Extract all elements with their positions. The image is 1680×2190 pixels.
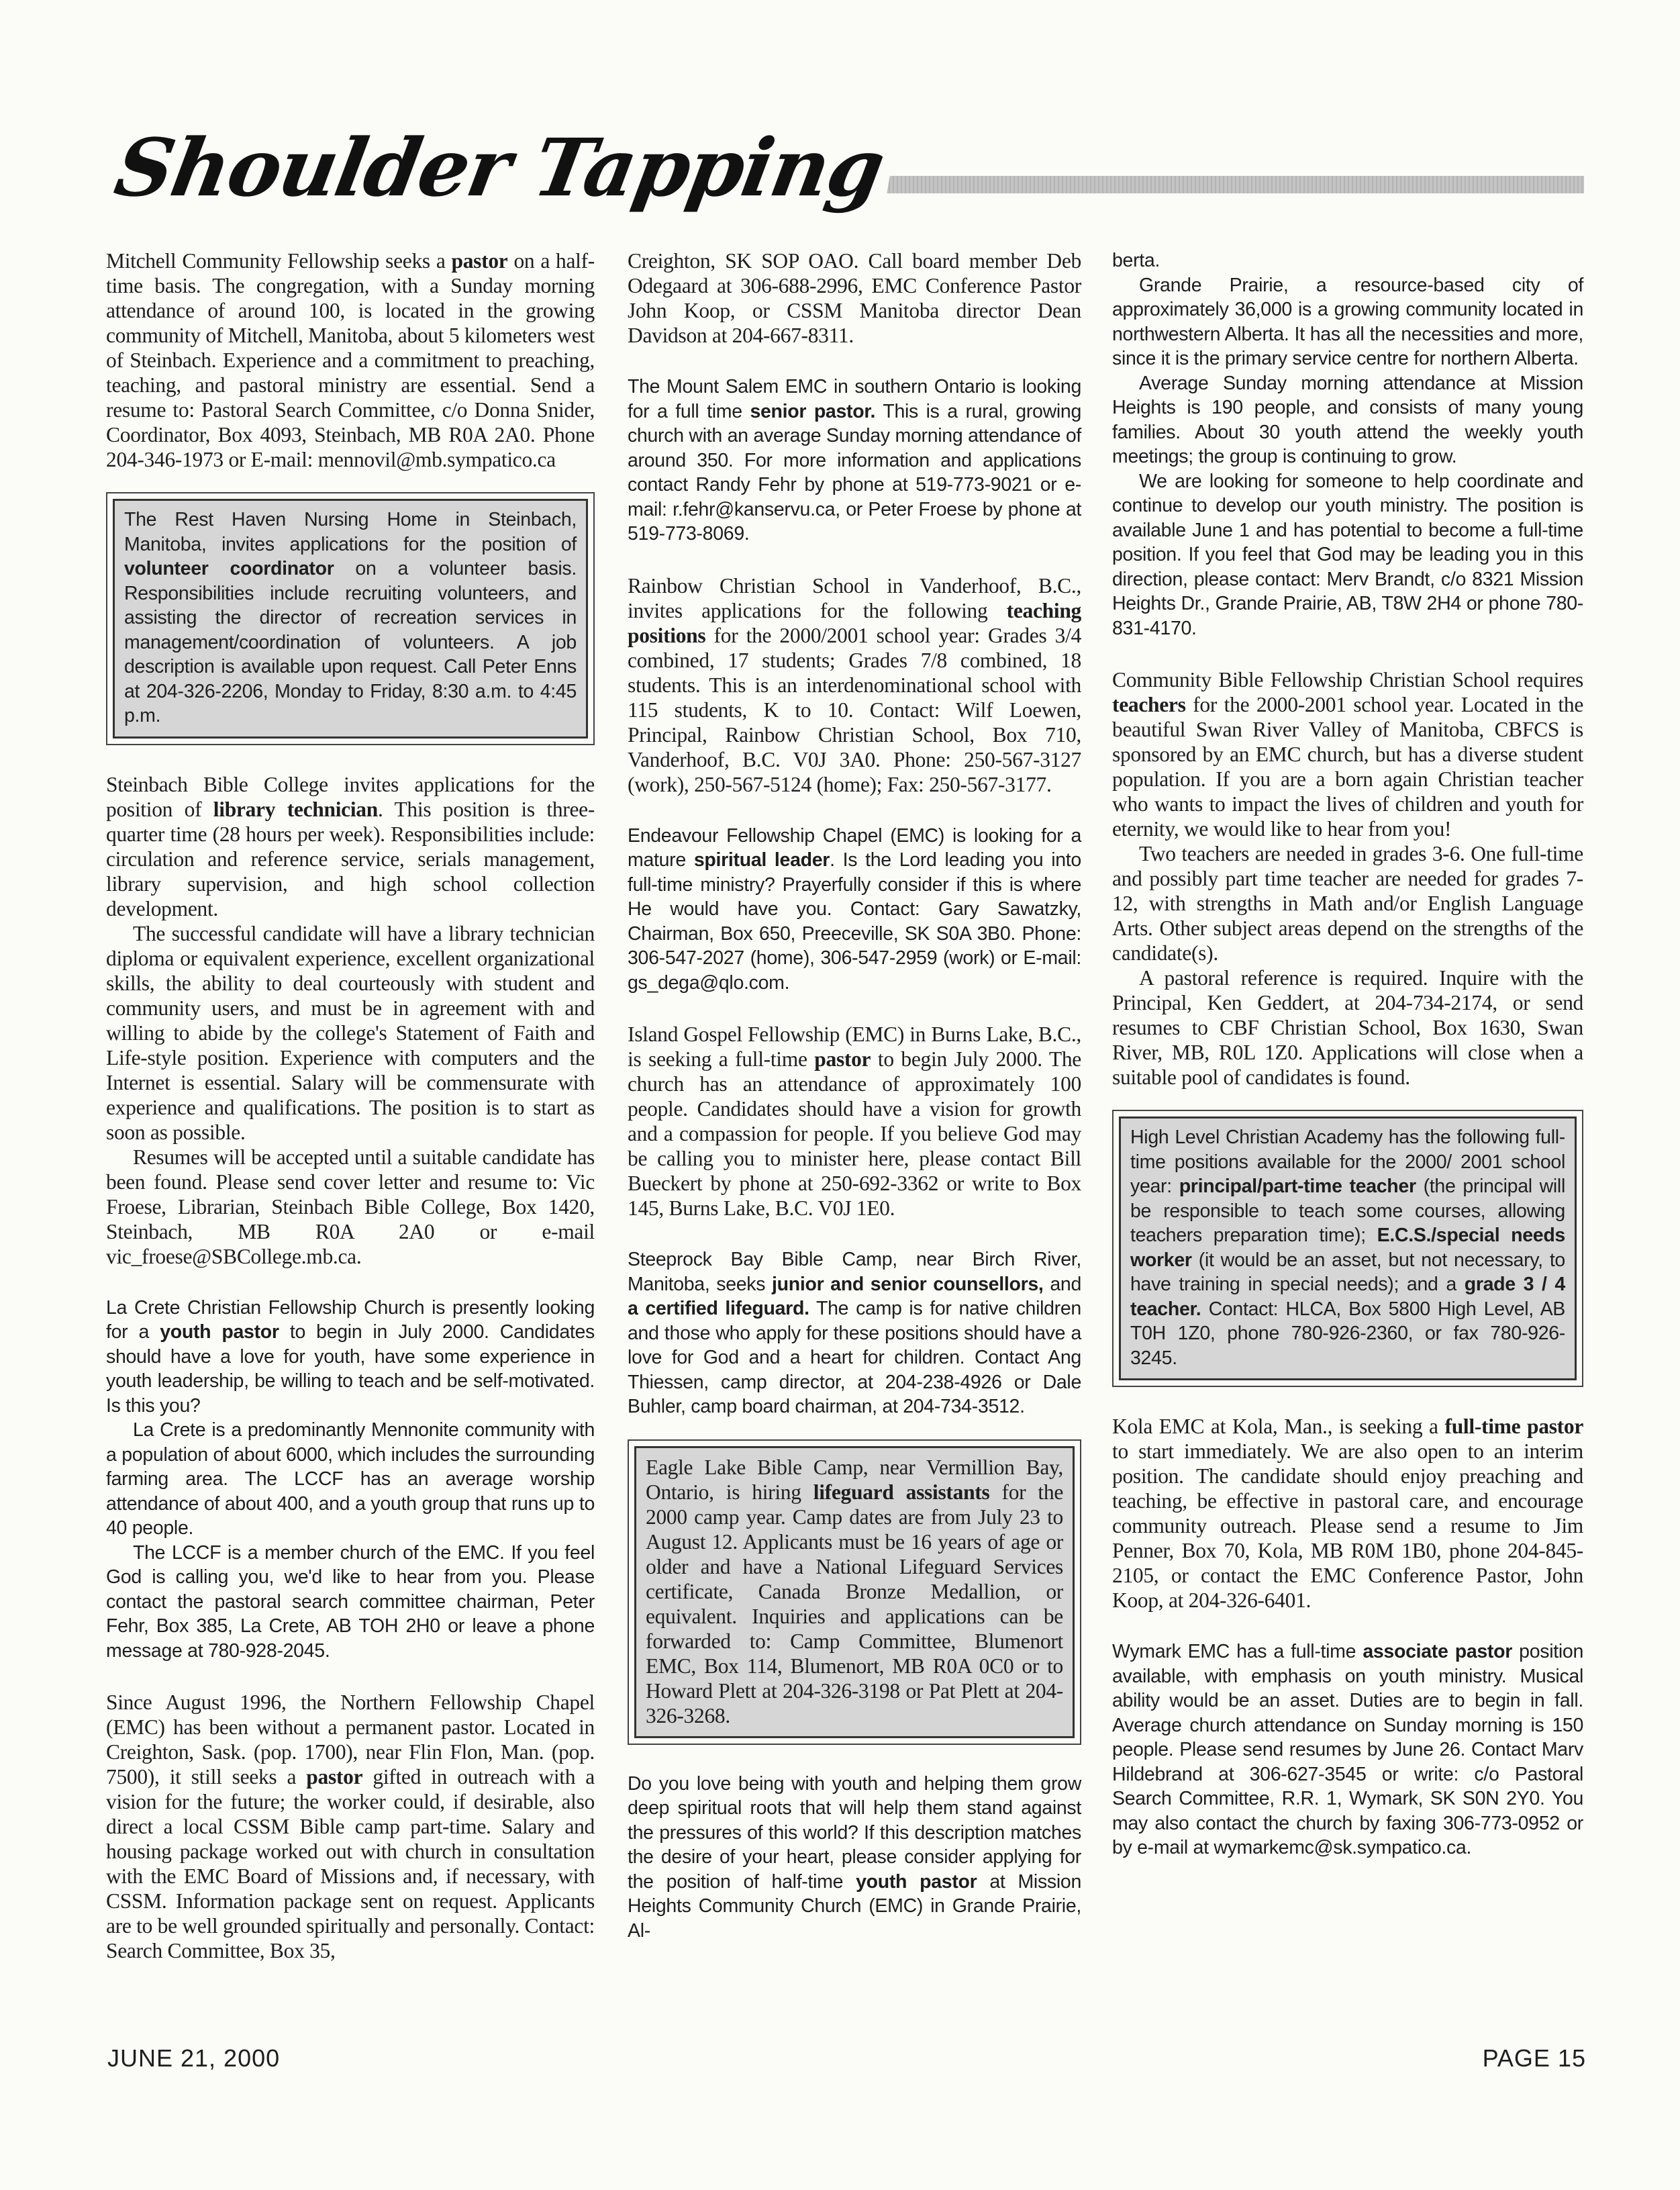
footer-date: JUNE 21, 2000 <box>107 2044 281 2072</box>
ad-la-crete: La Crete Christian Fellowship Church is presently looking for a youth pastor to begin in July 2000. Candidates should have a love for youth, have some experience in youth leadership, be willing to teach and be self-motivated. Is this you? La Crete is a predominantly Mennonite community with a population of about 6000, which includes the surrounding farming area. The LCCF has an average worship attendance of about 400, and a youth group that runs up to 40 people. The LCCF is a member church of the EMC. If you feel God is calling you, we'd like to hear from you. Please contact the pastoral search committee chairman, Peter Fehr, Box 385, La Crete, AB TOH 2H0 or leave a phone message at 780-928-2045. <box>106 1296 595 1662</box>
ad-eagle-lake: Eagle Lake Bible Camp, near Vermillion Bay, Ontario, is hiring lifeguard assistants for the 2000 camp year. Camp dates are from July 23 to August 12. Applicants must be 16 years of age or older and have a National Lifeguard Services certificate, Canada Bronze Medallion, or equivalent. Inquiries and applications can be forwarded to: Camp Committee, Blumenort EMC, Box 114, Blumenort, MB R0A 0C0 or to Howard Plett at 204-326-3198 or Pat Plett at 204-326-3268. <box>634 1446 1075 1738</box>
ad-mount-salem: The Mount Salem EMC in southern Ontario is looking for a full time senior pastor. This is a rural, growing church with an average Sunday morning attendance of around 350. For more information and applications contact Randy Fehr by phone at 519-773-9021 or e-mail: r.fehr@kanservu.ca, or Peter Froese by phone at 519-773-8069. <box>628 376 1081 544</box>
ad-mission-heights-cont: berta. Grande Prairie, a resource-based city of approximately 36,000 is a growing community located in northwestern Alberta. It has all the necessities and more, since it is the primary service centre for northern Alberta. Average Sunday morning attendance at Mission Heights is 190 people, and consists of many young families. About 30 youth attend the weekly youth meetings; the group is continuing to grow. We are looking for someone to help coordinate and continue to develop our youth ministry. The position is available June 1 and has potential to become a full-time position. If you feel that God may be leading you in this direction, please contact: Merv Brandt, c/o 8321 Mission Heights Dr., Grande Prairie, AB, T8W 2H4 or phone 780-831-4170. <box>1112 250 1583 639</box>
ad-high-level: High Level Christian Academy has the following full-time positions available for the 2000/ 2001 school year: principal/part-time teacher (the principal will be responsible to teach some courses, allowing teachers preparation time); E.C.S./special needs worker (it would be an asset, but not necessary, to have training in special needs); and a grade 3 / 4 teacher. Contact: HLCA, Box 5800 High Level, AB T0H 1Z0, phone 780-926-2360, or fax 780-926-3245. <box>1119 1116 1577 1380</box>
ad-steinbach: Steinbach Bible College invites applications for the position of library technician. This position is three-quarter time (28 hours per week). Responsibilities include: circulation and reference service, serials management, library supervision, and high school collection development. The successful candidate will have a library technician diploma or equivalent experience, excellent organizational skills, the ability to deal courteously with student and community users, and must be in agreement with and willing to abide by the college's Statement of Faith and Life-style position. Experience with computers and the Internet is essential. Salary will be commensurate with experience and qualifications. The position is to start as soon as possible. Resumes will be accepted until a suitable candidate has been found. Please send cover letter and resume to: Vic Froese, Librarian, Steinbach Bible College, Box 1420, Steinbach, MB R0A 2A0 or e-mail vic_froese@SBCollege.mb.ca. <box>106 772 595 1268</box>
ad-northern-fellowship-cont: Creighton, SK SOP OAO. Call board member Deb Odegaard at 306-688-2996, EMC Conference Pastor John Koop, or CSSM Manitoba director Dean Davidson at 204-667-8311. <box>628 249 1081 347</box>
ad-northern-fellowship: Since August 1996, the Northern Fellowship Chapel (EMC) has been without a permanent pastor. Located in Creighton, Sask. (pop. 1700), near Flin Flon, Man. (pop. 7500), it still seeks a pastor gifted in outreach with a vision for the future; the worker could, if desirable, also direct a local CSSM Bible camp part-time. Salary and housing package worked out with church in consultation with the EMC Board of Missions and, if necessary, with CSSM. Information package sent on request. Applicants are to be well grounded spiritually and personally. Contact: Search Committee, Box 35, <box>106 1691 595 1962</box>
column-3 <box>1112 248 1583 1887</box>
ad-mission-heights: Do you love being with youth and helping them grow deep spiritual roots that will help them stand against the pressures of this world? If this description matches the desire of your heart, please consider applying for the position of half-time youth pastor at Mission Heights Community Church (EMC) in Grande Prairie, Al- <box>628 1772 1081 1942</box>
column-2 <box>628 248 1081 1970</box>
ad-rainbow: Rainbow Christian School in Vanderhoof, B.C., invites applications for the following teaching positions for the 2000/2001 school year: Grades 3/4 combined, 17 students; Grades 7/8 combined, 18 students. This is an interdenominational school with 115 students, K to 10. Contact: Wilf Loewen, Principal, Rainbow Christian School, Box 710, Vanderhoof, B.C. V0J 3A0. Phone: 250-567-3127 (work), 250-567-5124 (home); Fax: 250-567-3177. <box>628 573 1081 796</box>
ad-mitchell: Mitchell Community Fellowship seeks a pastor on a half-time basis. The congregation, with a Sunday morning attendance of around 100, is located in the growing community of Mitchell, Manitoba, about 5 kilometers west of Steinbach. Experience and a commitment to preaching, teaching, and pastoral ministry are essential. Send a resume to: Pastoral Search Committee, c/o Donna Snider, Coordinator, Box 4093, Steinbach, MB R0A 2A0. Phone 204-346-1973 or E-mail: mennovil@mb.sympatico.ca <box>106 249 595 471</box>
ad-rest-haven: The Rest Haven Nursing Home in Steinbach, Manitoba, invites applications for the position of volunteer coordinator on a volunteer basis. Responsibilities include recruiting volunteers, and assisting the director of recreation services in management/coordination of volunteers. A job description is available upon request. Call Peter Enns at 204-326-2206, Monday to Friday, 8:30 a.m. to 4:45 p.m. <box>113 499 588 739</box>
ad-wymark: Wymark EMC has a full-time associate pastor position available, with emphasis on youth ministry. Musical ability would be an asset. Duties are to begin in fall. Average church attendance on Sunday morning is 150 people. Please send resumes by June 26. Contact Marv Hildebrand at 306-627-3545 or write: c/o Pastoral Search Committee, R.R. 1, Wymark, SK S0N 2Y0. You may also contact the church by faxing 306-773-0952 or by e-mail at wymarkemc@sk.sympatico.ca. <box>1112 1641 1584 1858</box>
page-title: Shoulder Tapping <box>106 121 900 214</box>
ad-island-gospel: Island Gospel Fellowship (EMC) in Burns Lake, B.C., is seeking a full-time pastor to begin July 2000. The church has an attendance of approximately 100 people. Candidates should have a vision for growth and a compassion for people. If you believe God may be calling you to minister here, please contact Bill Bueckert by phone at 250-692-3362 or write to Box 145, Burns Lake, B.C. V0J 1E0. <box>628 1022 1081 1220</box>
masthead <box>107 121 1584 222</box>
footer-page-number: PAGE 15 <box>1482 2044 1586 2072</box>
column-1 <box>106 248 595 1990</box>
ad-community-bible: Community Bible Fellowship Christian School requires teachers for the 2000-2001 school year. Located in the beautiful Swan River Valley of Manitoba, CBFCS is sponsored by an EMC church, but has a diverse student population. If you are a born again Christian teacher who wants to impact the lives of children and youth for eternity, we would like to hear from you! Two teachers are needed in grades 3-6. One full-time and possibly part time teacher are needed for grades 7-12, with strengths in Math and/or English Language Arts. Other subject areas depend on the strengths of the candidate(s). A pastoral reference is required. Inquire with the Principal, Ken Geddert, at 204-734-2174, or send resumes to CBF Christian School, Box 1630, Swan River, MB, R0L 1Z0. Applications will close when a suitable pool of candidates is found. <box>1112 668 1583 1089</box>
ad-endeavour: Endeavour Fellowship Chapel (EMC) is looking for a mature spiritual leader. Is the Lord leading you into full-time ministry? Prayerfully consider if this is where He would have you. Contact: Gary Sawatzky, Chairman, Box 650, Preeceville, SK S0A 3B0. Phone: 306-547-2027 (home), 306-547-2959 (work) or E-mail: gs_dega@qlo.com. <box>628 824 1081 994</box>
ad-steeprock: Steeprock Bay Bible Camp, near Birch River, Manitoba, seeks junior and senior counsellors, and a certified lifeguard. The camp is for native children and those who apply for these positions should have a love for God and a heart for children. Contact Ang Thiessen, camp director, at 204-238-4926 or Dale Buhler, camp board chairman, at 204-734-3512. <box>628 1249 1081 1417</box>
ad-kola: Kola EMC at Kola, Man., is seeking a full-time pastor to start immediately. We are also open to an interim position. The candidate should enjoy preaching and teaching, be effective in pastoral care, and encourage community outreach. Please send a resume to Jim Penner, Box 70, Kola, MB R0M 1B0, phone 204-845-2105, or contact the EMC Conference Pastor, John Koop, at 204-326-6401. <box>1112 1415 1583 1612</box>
